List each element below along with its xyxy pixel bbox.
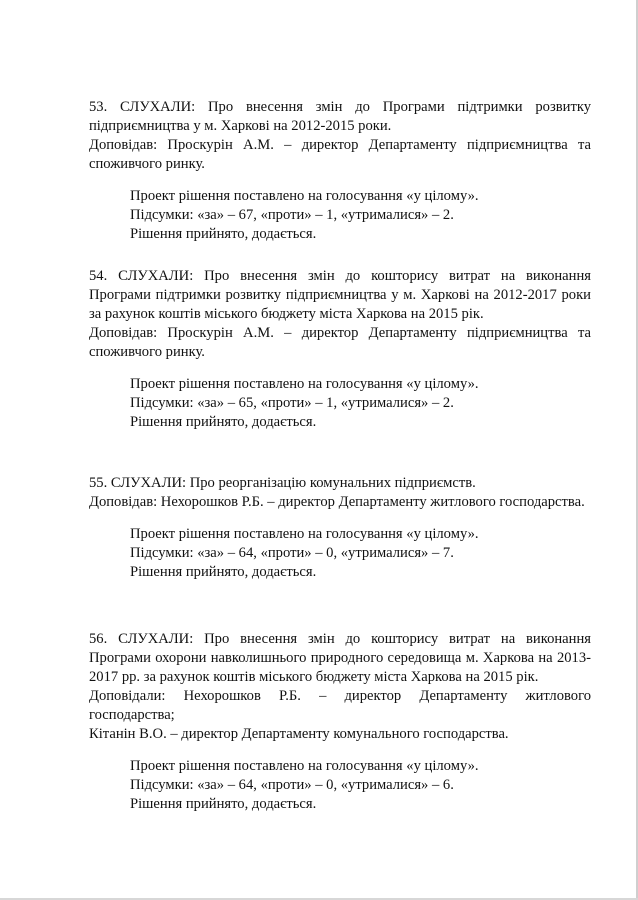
vote-intro: Проект рішення поставлено на голосування «у цілому». (130, 188, 479, 204)
item-heading: 55. СЛУХАЛИ: Про реорганізацію комунальних підприємств. (89, 475, 476, 491)
vote-block (130, 525, 591, 582)
item-heading: 56. СЛУХАЛИ: Про внесення змін до кошторису витрат на виконання Програми охорони навколишнього природного середовища м. Харкова на 2013-2017 рр. за рахунок коштів міського бюджету міста Харкова на 2015 рік. (89, 631, 591, 685)
speaker-line: Доповідав: Нехорошков Р.Б. – директор Департаменту житлового господарства. (89, 494, 585, 510)
vote-results: Підсумки: «за» – 64, «проти» – 0, «утрималися» – 7. (130, 545, 454, 561)
speaker-line: Доповідав: Проскурін А.М. – директор Департаменту підприємництва та споживчого ринку. (89, 137, 591, 172)
vote-block (130, 187, 591, 244)
vote-block (130, 375, 591, 432)
vote-results: Підсумки: «за» – 64, «проти» – 0, «утрималися» – 6. (130, 777, 454, 793)
agenda-item-53 (89, 98, 591, 244)
vote-results: Підсумки: «за» – 65, «проти» – 1, «утрималися» – 2. (130, 395, 454, 411)
vote-decision: Рішення прийнято, додається. (130, 414, 317, 430)
speaker-line: Кітанін В.О. – директор Департаменту комунального господарства. (89, 726, 509, 742)
speaker-line: Доповідали: Нехорошков Р.Б. – директор Департаменту житлового господарства; (89, 688, 591, 723)
speaker-line: Доповідав: Проскурін А.М. – директор Департаменту підприємництва та споживчого ринку. (89, 325, 591, 360)
vote-intro: Проект рішення поставлено на голосування «у цілому». (130, 758, 479, 774)
agenda-item-54 (89, 267, 591, 432)
item-heading: 53. СЛУХАЛИ: Про внесення змін до Програми підтримки розвитку підприємництва у м. Харкові на 2012-2015 роки. (89, 99, 591, 134)
item-heading: 54. СЛУХАЛИ: Про внесення змін до кошторису витрат на виконання Програми підтримки розвитку підприємництва у м. Харкові на 2012-2017 роки за рахунок коштів міського бюджету міста Харкова на 2015 рік. (89, 268, 591, 322)
vote-decision: Рішення прийнято, додається. (130, 226, 317, 242)
vote-decision: Рішення прийнято, додається. (130, 796, 317, 812)
agenda-item-55 (89, 474, 591, 582)
vote-intro: Проект рішення поставлено на голосування «у цілому». (130, 526, 479, 542)
vote-block (130, 757, 591, 814)
vote-results: Підсумки: «за» – 67, «проти» – 1, «утрималися» – 2. (130, 207, 454, 223)
vote-intro: Проект рішення поставлено на голосування «у цілому». (130, 376, 479, 392)
agenda-item-56 (89, 630, 591, 814)
vote-decision: Рішення прийнято, додається. (130, 564, 317, 580)
